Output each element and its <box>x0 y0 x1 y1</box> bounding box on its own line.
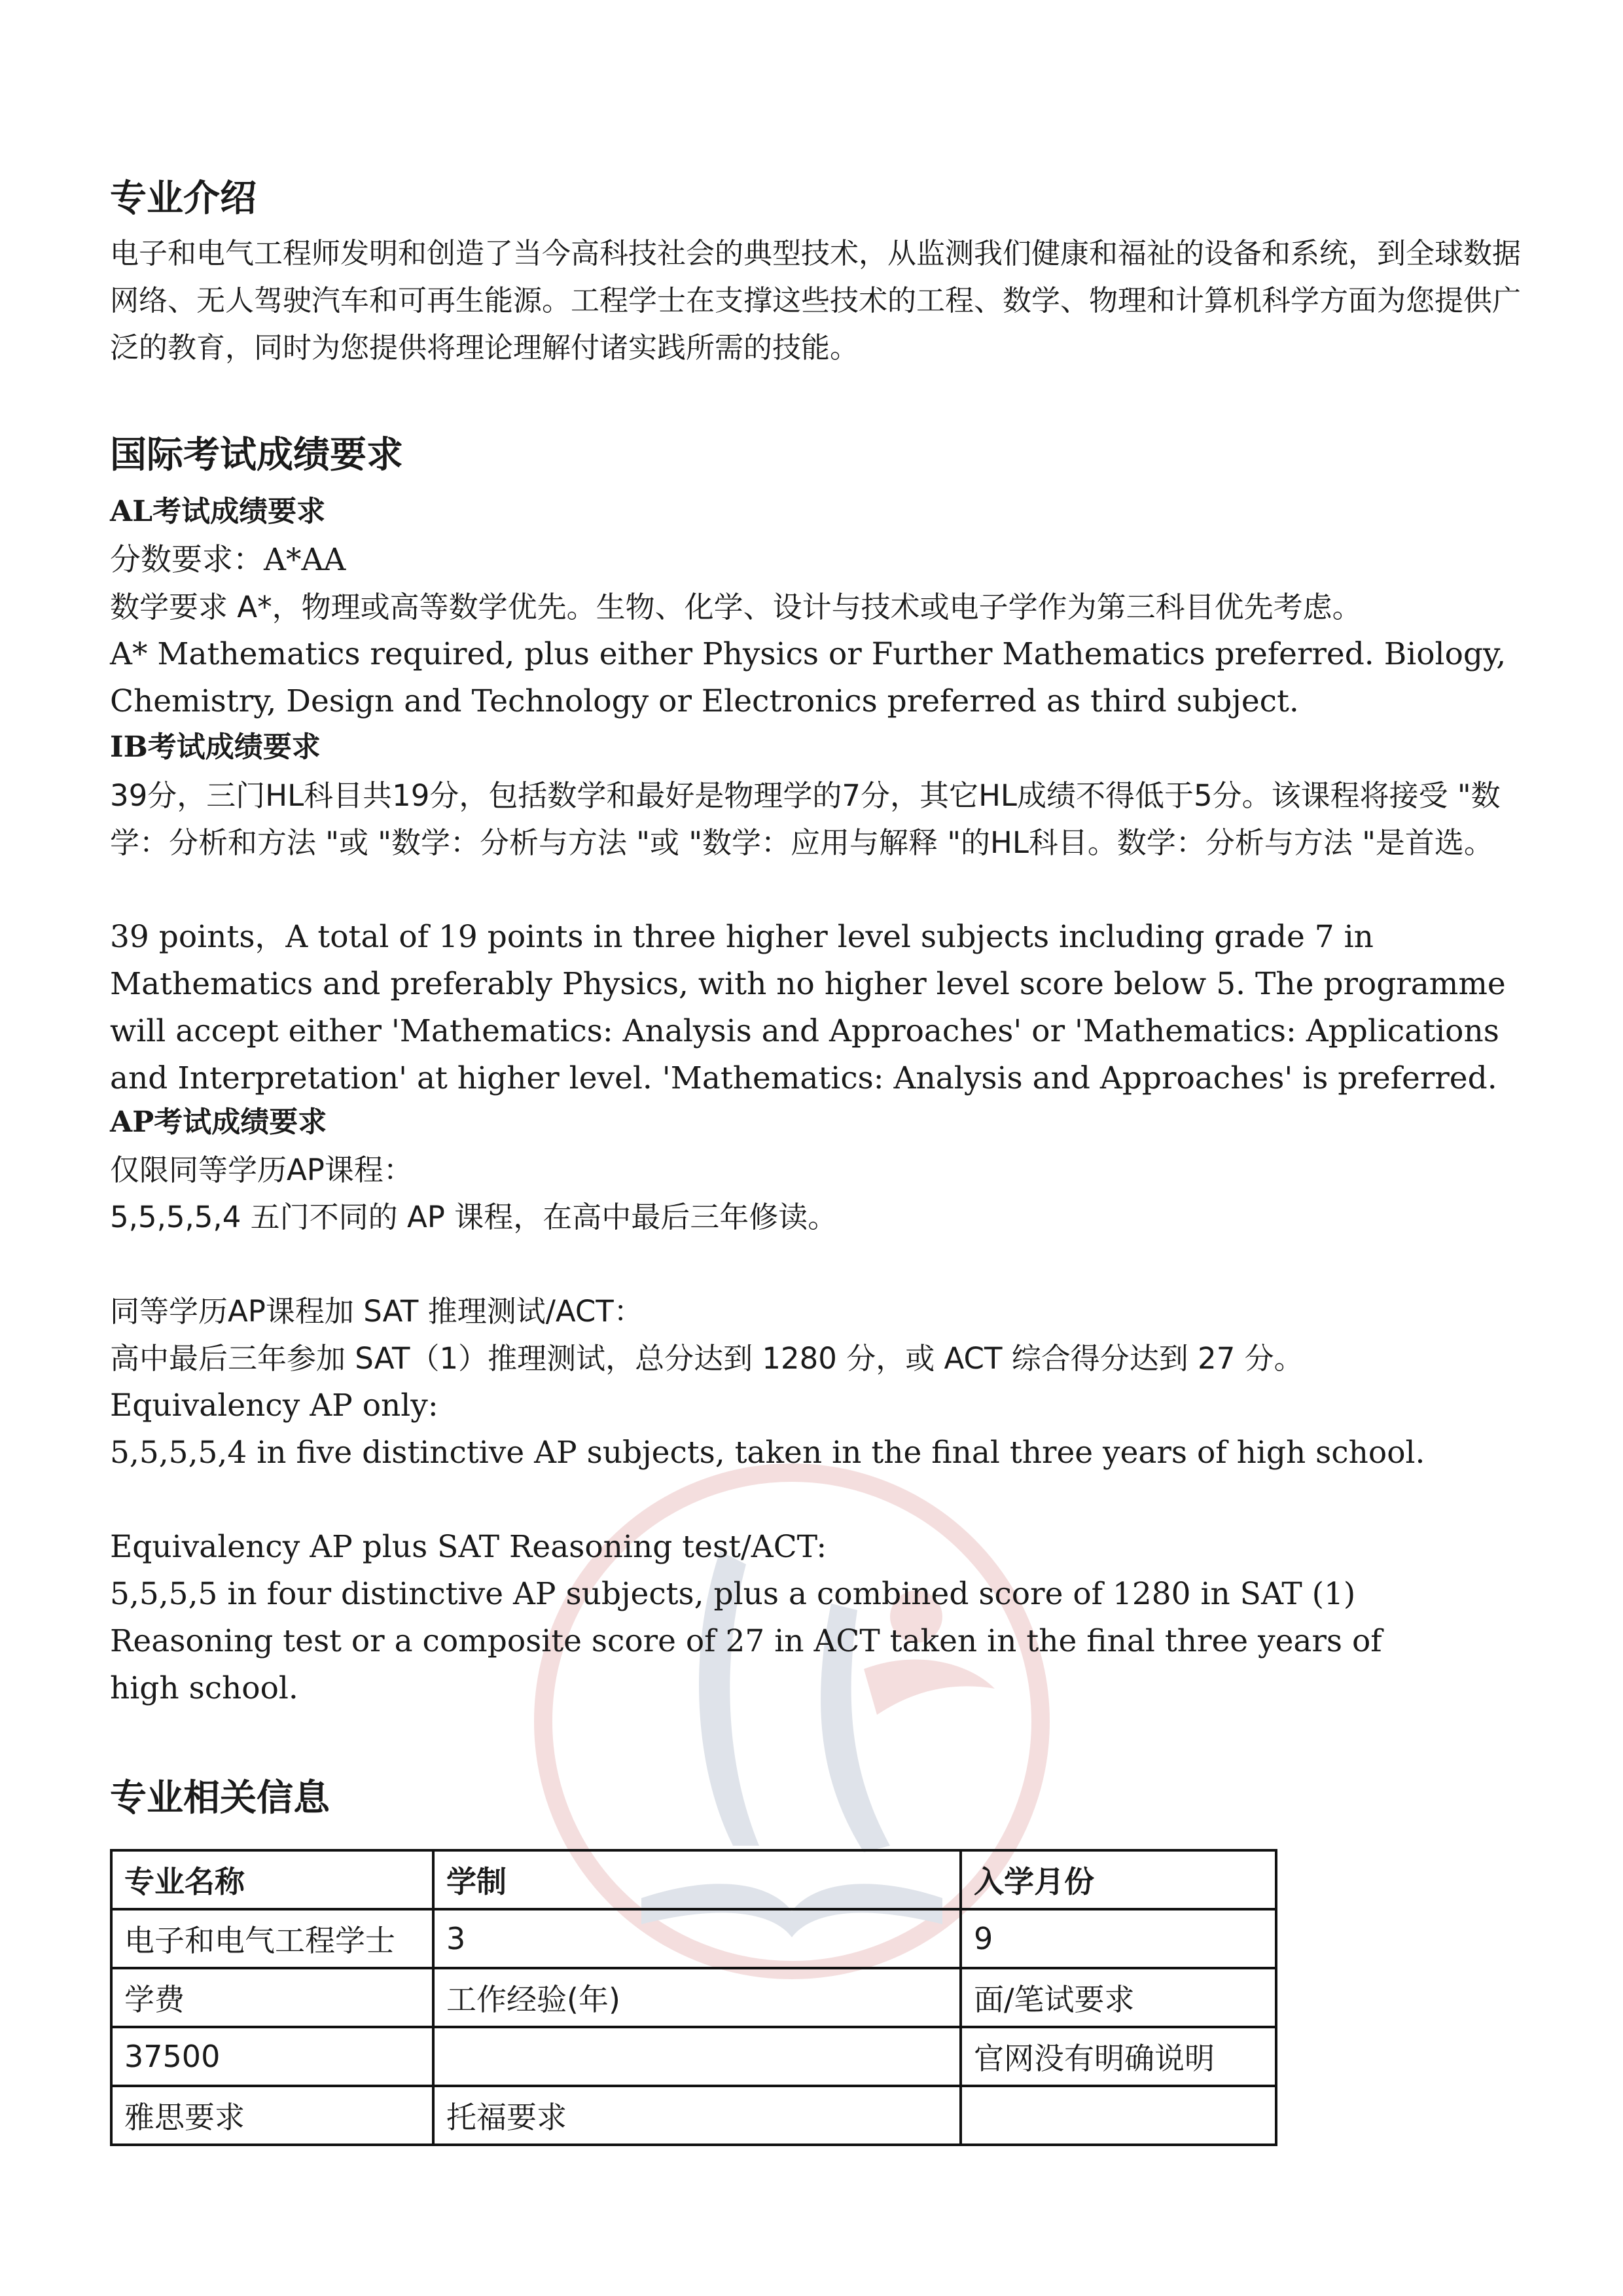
table-row <box>111 2027 1276 2086</box>
ap-line-5: Equivalency AP only: <box>110 1388 438 1424</box>
section-title-intro: 专业介绍 <box>110 177 257 220</box>
table-row <box>111 1850 1276 1909</box>
table-cell: 面/笔试要求 <box>961 1968 1276 2027</box>
ap-line-2: 5,5,5,5,4 五门不同的 AP 课程，在高中最后三年修读。 <box>110 1200 838 1234</box>
table-cell: 雅思要求 <box>111 2086 433 2145</box>
table-cell <box>961 2086 1276 2145</box>
table-cell: 学制 <box>433 1850 961 1909</box>
ap-line-7: Equivalency AP plus SAT Reasoning test/ACT: <box>110 1529 827 1565</box>
ap-line-1: 仅限同等学历AP课程： <box>110 1153 413 1187</box>
table-cell <box>433 2027 961 2086</box>
program-info-table <box>110 1849 1277 2146</box>
table-cell: 学费 <box>111 1968 433 2027</box>
table-cell: 37500 <box>111 2027 433 2086</box>
table-cell: 入学月份 <box>961 1850 1276 1909</box>
al-subtitle: AL考试成绩要求 <box>110 495 326 528</box>
ap-subtitle: AP考试成绩要求 <box>110 1105 327 1139</box>
ib-requirement-zh: 39分，三门HL科目共19分，包括数学和最好是物理学的7分，其它HL成绩不得低于5分。该课程将接受 "数学：分析和方法 "或 "数学：分析与方法 "或 "数学：应用与解释 "的HL科目。数学：分析与方法 "是首选。 <box>110 778 1501 860</box>
table-row <box>111 1909 1276 1968</box>
table-cell: 工作经验(年) <box>433 1968 961 2027</box>
ib-requirement-en: 39 points，A total of 19 points in three higher level subjects including grade 7 in Mathematics and preferably Physics, with no higher level score below 5. The programme will accept either 'Mathematics: Analysis and Approaches' or 'Mathematics: Applications and Interpretation' at higher level. 'Mathematics: Analysis and Approaches' is preferred. <box>110 919 1506 1096</box>
table-cell: 托福要求 <box>433 2086 961 2145</box>
section-title-info: 专业相关信息 <box>110 1777 330 1820</box>
table-row <box>111 1968 1276 2027</box>
ap-line-4: 高中最后三年参加 SAT（1）推理测试，总分达到 1280 分，或 ACT 综合得分达到 27 分。 <box>110 1341 1304 1376</box>
al-requirement-zh: 数学要求 A*，物理或高等数学优先。生物、化学、设计与技术或电子学作为第三科目优先考虑。 <box>110 590 1362 624</box>
ib-subtitle: IB考试成绩要求 <box>110 730 321 764</box>
table-cell: 3 <box>433 1909 961 1968</box>
ap-line-6: 5,5,5,5,4 in five distinctive AP subjects, taken in the final three years of high school. <box>110 1435 1425 1471</box>
intro-paragraph: 电子和电气工程师发明和创造了当今高科技社会的典型技术，从监测我们健康和福祉的设备和系统，到全球数据网络、无人驾驶汽车和可再生能源。工程学士在支撑这些技术的工程、数学、物理和计算机科学方面为您提供广泛的教育，同时为您提供将理论理解付诸实践所需的技能。 <box>110 237 1521 365</box>
table-cell: 专业名称 <box>111 1850 433 1909</box>
section-title-intl: 国际考试成绩要求 <box>110 434 403 476</box>
table-cell: 电子和电气工程学士 <box>111 1909 433 1968</box>
al-score: 分数要求：A*AA <box>110 542 346 578</box>
table-cell: 9 <box>961 1909 1276 1968</box>
ap-line-3: 同等学历AP课程加 SAT 推理测试/ACT： <box>110 1294 643 1329</box>
table-cell: 官网没有明确说明 <box>961 2027 1276 2086</box>
al-requirement-en: A* Mathematics required, plus either Physics or Further Mathematics preferred. Biology, Chemistry, Design and Technology or Electronics preferred as third subject. <box>110 636 1507 719</box>
ap-line-8: 5,5,5,5 in four distinctive AP subjects, plus a combined score of 1280 in SAT (1) Reasoning test or a composite score of 27 in ACT taken in the final three years of high school. <box>110 1576 1382 1706</box>
table-row <box>111 2086 1276 2145</box>
